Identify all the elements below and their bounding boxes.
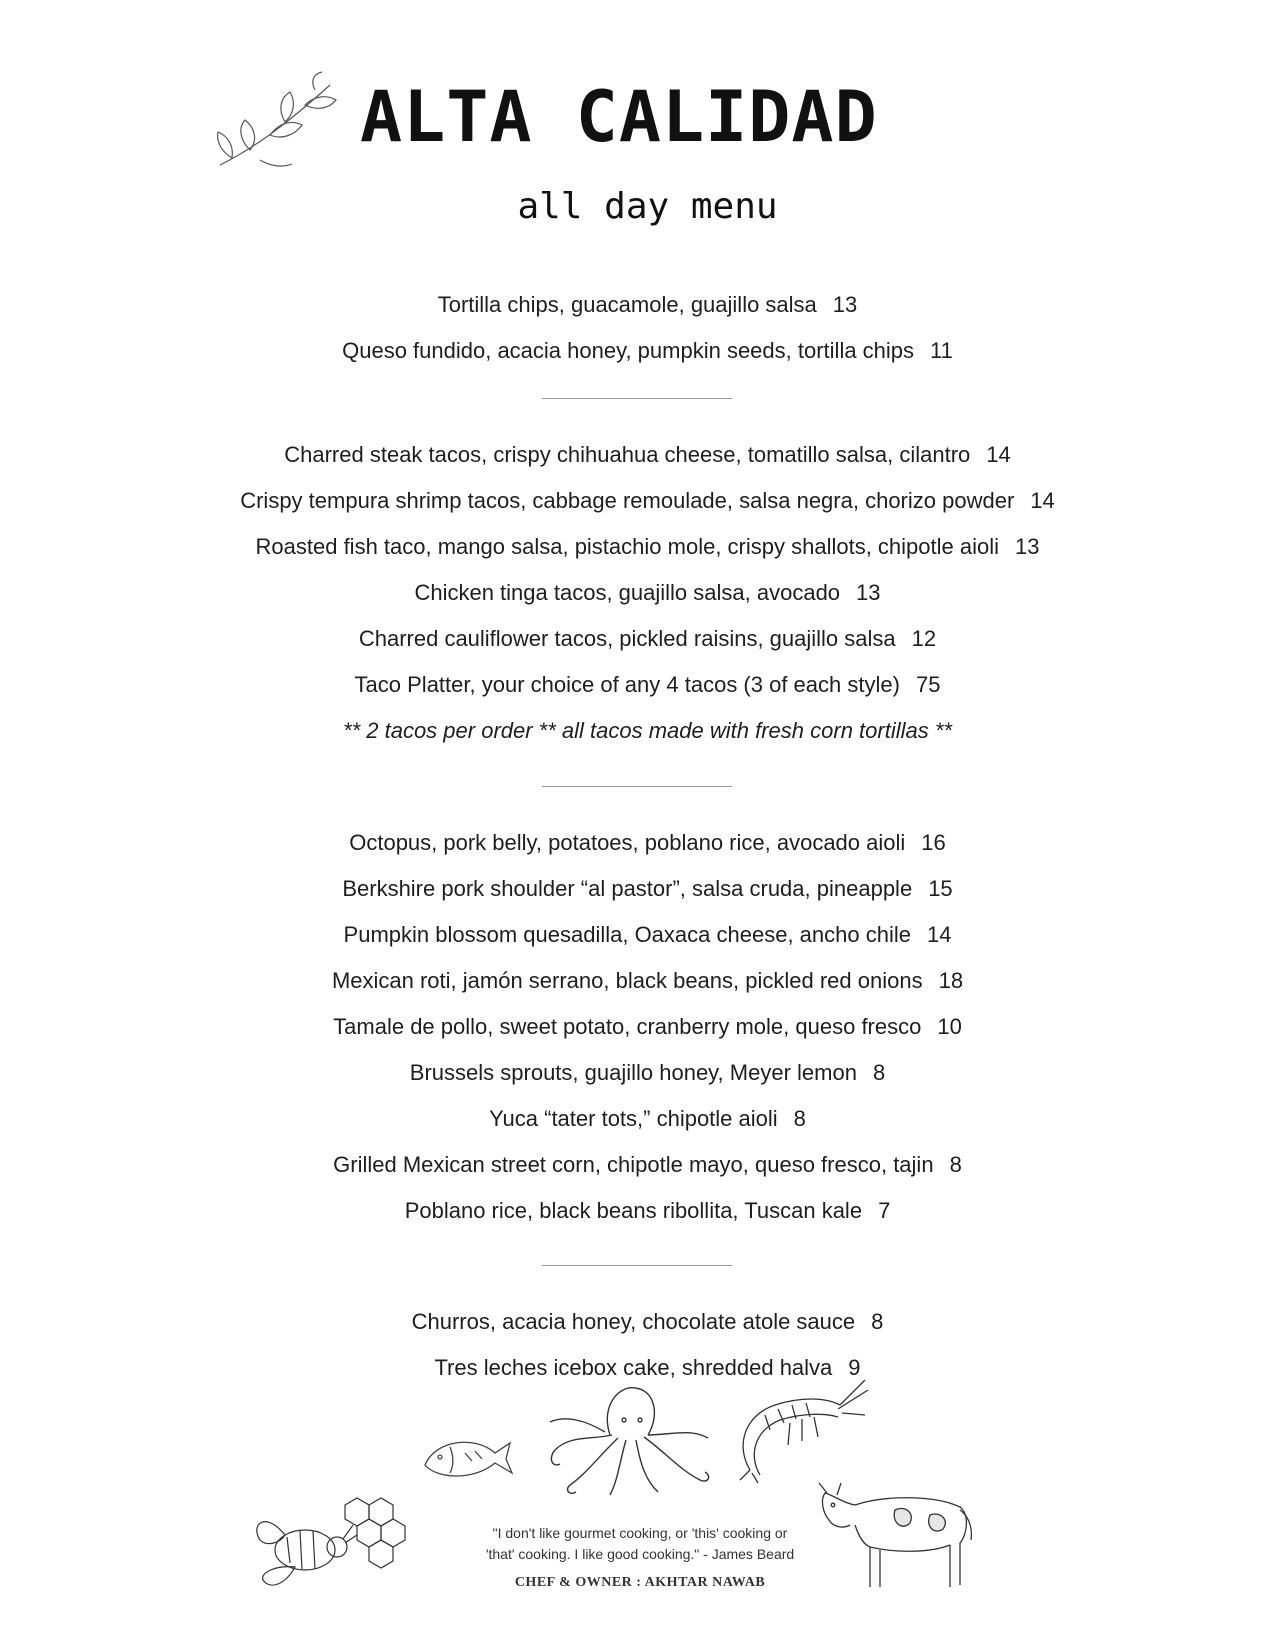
item-price: 8 bbox=[871, 1309, 884, 1334]
menu-item: Tamale de pollo, sweet potato, cranberry mole, queso fresco 10 bbox=[333, 1014, 962, 1039]
menu-item: Poblano rice, black beans ribollita, Tuscan kale 7 bbox=[404, 1198, 891, 1223]
item-price: 13 bbox=[832, 292, 858, 317]
item-price: 8 bbox=[793, 1106, 806, 1131]
menu-item: Mexican roti, jamón serrano, black beans, pickled red onions 18 bbox=[331, 968, 964, 993]
item-price: 13 bbox=[856, 580, 881, 605]
item-price: 9 bbox=[848, 1355, 861, 1380]
item-price: 15 bbox=[928, 876, 953, 901]
menu-subtitle: all day menu bbox=[517, 186, 778, 227]
item-price: 10 bbox=[937, 1014, 962, 1039]
menu-header bbox=[0, 60, 1275, 180]
item-price: 13 bbox=[1015, 534, 1040, 559]
section-divider bbox=[542, 1265, 732, 1266]
item-price: 14 bbox=[986, 442, 1011, 467]
octopus-sketch-icon bbox=[540, 1380, 720, 1500]
quote-line: 'that' cooking. I like good cooking." - James Beard bbox=[485, 1546, 795, 1562]
menu-item: Chicken tinga tacos, guajillo salsa, avocado 13 bbox=[414, 580, 881, 605]
item-price: 18 bbox=[938, 968, 964, 993]
brand-title: ALTA CALIDAD bbox=[360, 76, 878, 158]
plates-section bbox=[0, 820, 1275, 1234]
menu-item: Queso fundido, acacia honey, pumpkin seeds, tortilla chips 11 bbox=[342, 338, 953, 363]
item-price: 8 bbox=[949, 1152, 962, 1177]
menu-item: Tres leches icebox cake, shredded halva 9 bbox=[434, 1355, 861, 1380]
menu-item: Grilled Mexican street corn, chipotle mayo, queso fresco, tajin 8 bbox=[333, 1152, 962, 1177]
desserts-section bbox=[0, 1299, 1275, 1391]
item-price: 12 bbox=[911, 626, 937, 651]
menu-item: Yuca “tater tots,” chipotle aioli 8 bbox=[489, 1106, 806, 1131]
item-price: 14 bbox=[926, 922, 952, 947]
menu-item: Charred steak tacos, crispy chihuahua cheese, tomatillo salsa, cilantro 14 bbox=[284, 442, 1011, 467]
fish-sketch-icon bbox=[420, 1425, 515, 1485]
item-price: 8 bbox=[872, 1060, 886, 1085]
menu-item: Taco Platter, your choice of any 4 tacos (3 of each style) 75 bbox=[354, 672, 941, 697]
section-divider bbox=[542, 398, 732, 399]
menu-item: Charred cauliflower tacos, pickled raisins, guajillo salsa 12 bbox=[358, 626, 937, 651]
item-price: 7 bbox=[878, 1198, 891, 1223]
starters-section bbox=[0, 282, 1275, 374]
item-price: 14 bbox=[1030, 488, 1055, 513]
menu-item: Roasted fish taco, mango salsa, pistachio mole, crispy shallots, chipotle aioli 13 bbox=[255, 534, 1040, 559]
tacos-note: ** 2 tacos per order ** all tacos made with fresh corn tortillas ** bbox=[343, 718, 952, 743]
item-price: 11 bbox=[930, 338, 953, 363]
bee-honeycomb-sketch-icon bbox=[245, 1485, 415, 1595]
menu-item: Octopus, pork belly, potatoes, poblano rice, avocado aioli 16 bbox=[349, 830, 946, 855]
section-divider bbox=[542, 786, 732, 787]
menu-item: Berkshire pork shoulder “al pastor”, salsa cruda, pineapple 15 bbox=[342, 876, 953, 901]
chef-credit: CHEF & OWNER : AKHTAR NAWAB bbox=[514, 1575, 766, 1590]
tacos-section bbox=[0, 432, 1275, 754]
leaf-sketch-icon bbox=[210, 70, 350, 180]
footer-quote bbox=[440, 1523, 840, 1565]
menu-item: Churros, acacia honey, chocolate atole sauce 8 bbox=[411, 1309, 884, 1334]
menu-item: Brussels sprouts, guajillo honey, Meyer lemon 8 bbox=[409, 1060, 886, 1085]
menu-item: Crispy tempura shrimp tacos, cabbage remoulade, salsa negra, chorizo powder 14 bbox=[240, 488, 1055, 513]
quote-line: "I don't like gourmet cooking, or 'this' cooking or bbox=[492, 1525, 788, 1541]
item-price: 16 bbox=[921, 830, 946, 855]
menu-item: Pumpkin blossom quesadilla, Oaxaca cheese, ancho chile 14 bbox=[343, 922, 952, 947]
item-price: 75 bbox=[915, 672, 941, 697]
menu-item: Tortilla chips, guacamole, guajillo salsa 13 bbox=[437, 292, 858, 317]
